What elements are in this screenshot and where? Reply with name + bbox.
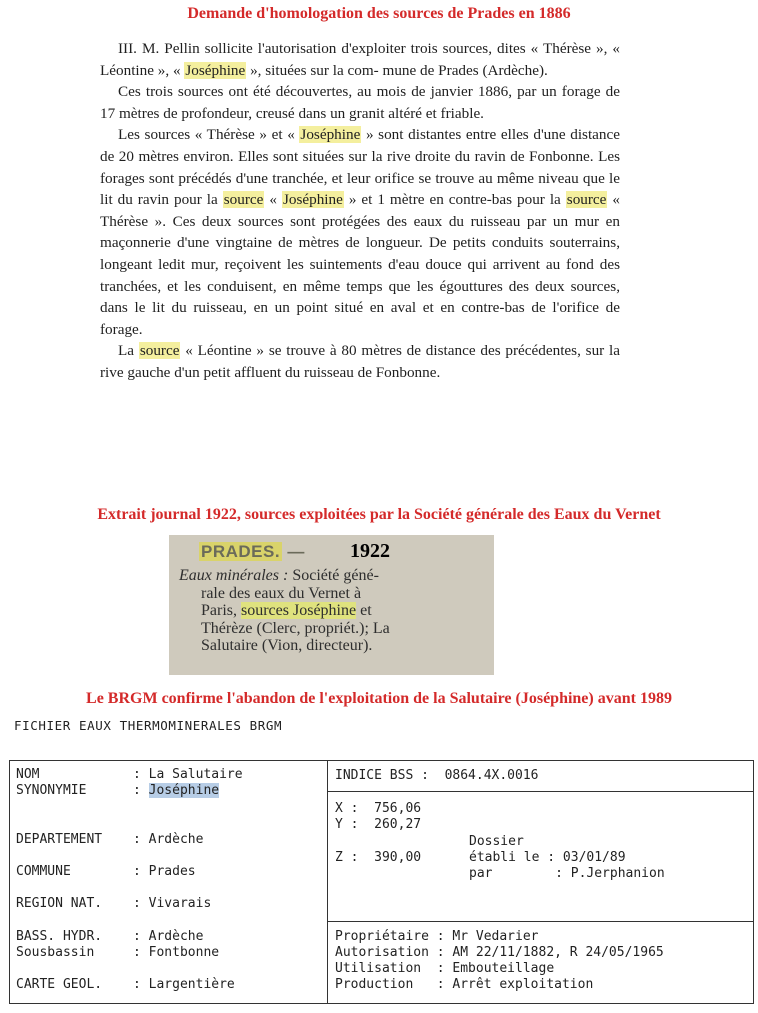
highlight-josephine: Joséphine <box>148 783 220 798</box>
highlight-source: source <box>566 191 607 209</box>
p3-c: « <box>264 191 282 209</box>
sheet-hline-2 <box>327 921 753 922</box>
brgm-sheet <box>9 760 754 1004</box>
p1-line3: mune de Prades (Ardèche). <box>382 61 548 79</box>
sousbassin-label: Sousbassin <box>16 945 95 960</box>
p3-e: « Thérèse ». Ces deux sources sont protégées des eaux du ruisseau par un mur en maçonnerie d'une vingtaine de mètres de longueur. De petits conduits souterrains, longeant ledit mur, reçoivent les suintements d'eau douce qui arrivent au fond des tranchées, et les conduisent, en même temps que les égouttures des deux sources, dans le lit du ruisseau, en un point situé en aval et en contre-bas de l'orifice de forage. <box>100 191 620 338</box>
clip-line-2: rale des eaux du Vernet à <box>201 584 362 602</box>
caption-1922: Extrait journal 1922, sources exploitées par la Société générale des Eaux du Vernet <box>97 506 661 523</box>
clipping-title-text: PRADES. <box>201 542 281 561</box>
bassin-value: : Ardèche <box>133 929 204 944</box>
p3-a: Les sources « Thérèse » et « <box>118 126 300 144</box>
clip-eaux: Eaux minérales : <box>179 567 289 584</box>
clip-line-5: Salutaire (Vion, directeur). <box>201 637 373 654</box>
departement-label: DEPARTEMENT <box>16 832 103 847</box>
p4-a: La <box>118 342 139 360</box>
dossier-par: par : P.Jerphanion <box>469 866 665 881</box>
syn-sep: : <box>133 783 149 798</box>
clipping-year: 1922 <box>350 540 390 562</box>
caption-1886: Demande d'homologation des sources de Prades en 1886 <box>187 5 571 22</box>
p3-d: » et 1 mètre en contre-bas pour la <box>343 191 566 209</box>
scan-1886-text <box>100 38 620 500</box>
p4-b: « Léontine » se trouve à 80 mètres de distance des précédentes, sur la rive gauche d'un petit affluent du ruisseau de Fonbonne. <box>100 342 620 381</box>
coord-z: Z : 390,00 <box>335 850 422 865</box>
paragraph-1 <box>100 38 620 81</box>
p1-line2b: », situées sur la com- <box>246 61 379 79</box>
paragraph-2: Ces trois sources ont été découvertes, au mois de janvier 1886, par un forage de 17 mètres de profondeur, creusé dans un granit altéré et friable. <box>100 83 620 122</box>
production: Production : Arrêt exploitation <box>335 977 594 992</box>
nom-value: : La Salutaire <box>133 767 243 782</box>
etabli-le: établi le : 03/01/89 <box>469 850 626 865</box>
carte-value: : Largentière <box>133 977 235 992</box>
synonymie-value <box>133 783 219 799</box>
clip-line-4: Thérèze (Clerc, propriét.); La <box>201 619 390 637</box>
clipping-body <box>179 567 489 655</box>
highlight-sources-josephine: sources Joséphine <box>241 602 357 619</box>
utilisation: Utilisation : Embouteillage <box>335 961 555 976</box>
departement-value: : Ardèche <box>133 832 204 847</box>
clipping-dash: — <box>287 542 305 561</box>
paragraph-3 <box>100 124 620 340</box>
coord-y: Y : 260,27 <box>335 817 422 832</box>
highlight-josephine: Joséphine <box>282 191 343 209</box>
bassin-label: BASS. HYDR. <box>16 929 103 944</box>
dossier-label: Dossier <box>469 834 524 849</box>
highlight-josephine: Joséphine <box>300 126 361 144</box>
sheet-hline-1 <box>327 791 753 792</box>
sousbassin-value: : Fontbonne <box>133 945 220 960</box>
autorisation: Autorisation : AM 22/11/1882, R 24/05/1965 <box>335 945 664 960</box>
synonymie-label: SYNONYMIE <box>16 783 87 798</box>
highlight-josephine: Joséphine <box>185 61 246 79</box>
region-label: REGION NAT. <box>16 896 103 911</box>
proprietaire: Propriétaire : Mr Vedarier <box>335 929 539 944</box>
clip-line1b: Société géné- <box>288 567 379 584</box>
region-value: : Vivarais <box>133 896 212 911</box>
highlight-source: source <box>223 191 264 209</box>
p3-b: » sont distantes entre elles d'une distance de 20 mètres environ. Elles sont situées sur la rive droite du ravin de Fonbonne. Les forages sont précédés d'une tranchée, et leur orifice se trouve au même niveau que le lit du ravin pour la <box>100 126 620 209</box>
sheet-divider <box>327 761 328 1003</box>
highlight-source: source <box>139 342 180 360</box>
clip-line-3 <box>179 602 489 620</box>
p1-line2a: dites « Thérèse », « Léontine », « <box>100 40 620 79</box>
caption-brgm: Le BRGM confirme l'abandon de l'exploitation de la Salutaire (Joséphine) avant 1989 <box>86 690 672 707</box>
clip-line3a: Paris, <box>201 602 241 619</box>
commune-value: : Prades <box>133 864 196 879</box>
indice-bss: INDICE BSS : 0864.4X.0016 <box>335 768 539 783</box>
carte-label: CARTE GEOL. <box>16 977 103 992</box>
coord-x: X : 756,06 <box>335 801 422 816</box>
clipping-title <box>199 542 305 562</box>
brgm-header: FICHIER EAUX THERMOMINERALES BRGM <box>14 718 283 733</box>
clipping-1922 <box>169 535 494 675</box>
nom-label: NOM <box>16 767 40 782</box>
p1-line1: III. M. Pellin sollicite l'autorisation d'exploiter trois sources, <box>118 40 493 57</box>
paragraph-4 <box>100 340 620 383</box>
commune-label: COMMUNE <box>16 864 71 879</box>
clip-line3b: et <box>356 602 372 619</box>
clip-line-1 <box>179 567 489 585</box>
